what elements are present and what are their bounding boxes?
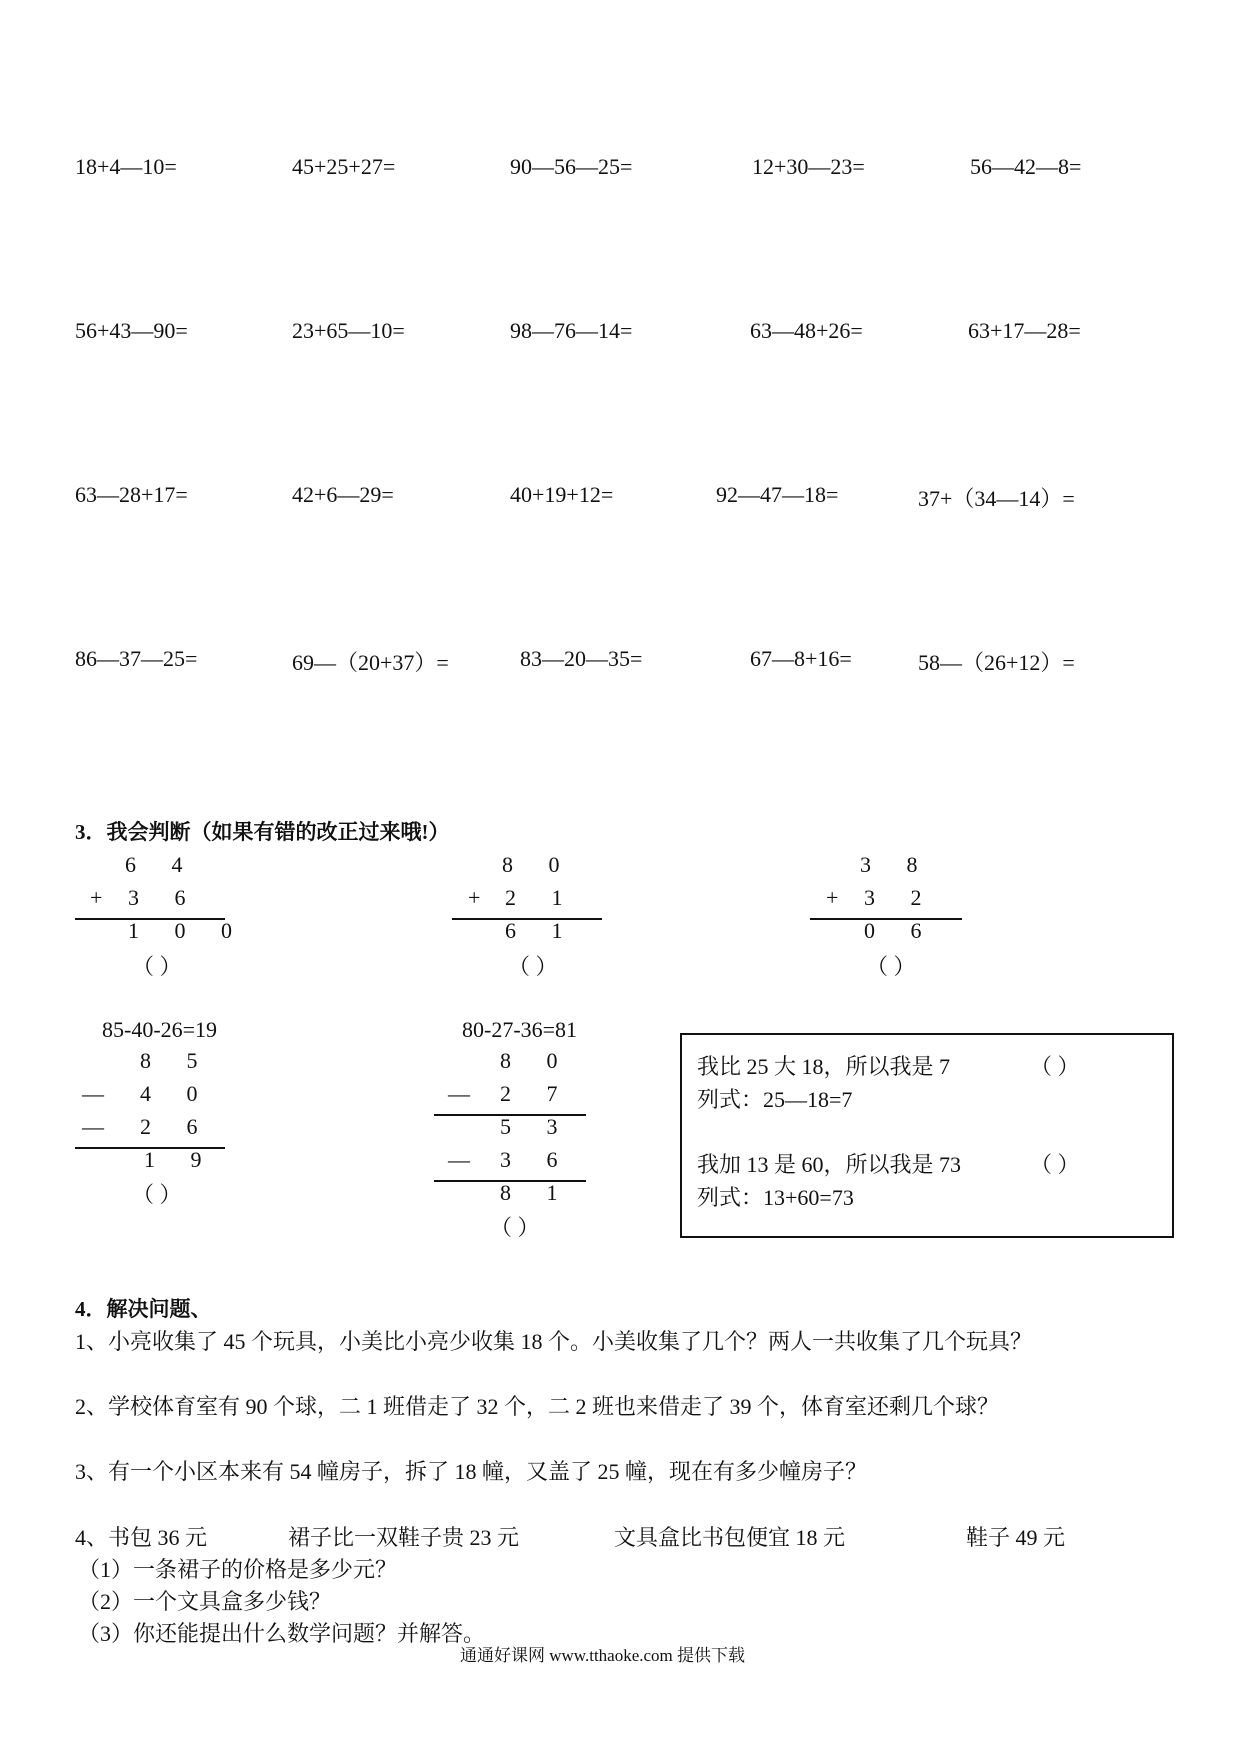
expression: 67—8+16= bbox=[750, 646, 852, 671]
operator: + bbox=[468, 885, 496, 910]
expression: 23+65—10= bbox=[292, 318, 405, 343]
expression: 90—56—25= bbox=[510, 154, 633, 179]
top-number: 8 0 bbox=[502, 852, 575, 877]
box-formula-2: 列式：13+60=73 bbox=[697, 1185, 854, 1210]
judgment-parens: （ ） bbox=[132, 954, 182, 979]
expression: 37+（34—14）= bbox=[918, 486, 1075, 511]
judgment-parens: （ ） bbox=[1030, 1054, 1080, 1079]
result-number: 0 6 bbox=[864, 918, 937, 943]
expression: 58—（26+12）= bbox=[918, 650, 1075, 675]
expression: 45+25+27= bbox=[292, 154, 396, 179]
equation: 80-27-36=81 bbox=[462, 1017, 578, 1042]
second-number: 2 1 bbox=[505, 885, 578, 910]
result-number: 1 9 bbox=[144, 1147, 217, 1172]
second-number: 3 6 bbox=[128, 885, 201, 910]
second-number: 3 2 bbox=[864, 885, 937, 910]
expression: 18+4—10= bbox=[75, 154, 177, 179]
footer-source: 通通好课网 www.tthaoke.com 提供下载 bbox=[460, 1646, 746, 1665]
problem-4-sub-3: （3）你还能提出什么数学问题？并解答。 bbox=[78, 1621, 486, 1646]
operator: + bbox=[90, 885, 118, 910]
problem-4-sub-1: （1）一条裙子的价格是多少元？ bbox=[78, 1557, 398, 1582]
mid-result: 5 3 bbox=[500, 1114, 573, 1139]
expression: 69—（20+37）= bbox=[292, 650, 449, 675]
result-number: 1 0 0 bbox=[128, 918, 247, 943]
expression: 63—48+26= bbox=[750, 318, 863, 343]
judgment-parens: （ ） bbox=[490, 1215, 540, 1240]
expression: 12+30—23= bbox=[752, 154, 865, 179]
problem-4-skirt: 裙子比一双鞋子贵 23 元 bbox=[288, 1525, 520, 1550]
judgment-parens: （ ） bbox=[1030, 1152, 1080, 1177]
operator: + bbox=[826, 885, 854, 910]
section-3-title: 3．我会判断（如果有错的改正过来哦!） bbox=[75, 820, 450, 844]
expression: 40+19+12= bbox=[510, 482, 614, 507]
expression: 56+43—90= bbox=[75, 318, 188, 343]
second-number: 4 0 bbox=[140, 1081, 213, 1106]
operator: — bbox=[448, 1081, 485, 1106]
expression: 63+17—28= bbox=[968, 318, 1081, 343]
top-number: 6 4 bbox=[125, 852, 198, 877]
judgment-parens: （ ） bbox=[866, 954, 916, 979]
expression: 56—42—8= bbox=[970, 154, 1082, 179]
expression: 63—28+17= bbox=[75, 482, 188, 507]
problem-4-backpack: 4、书包 36 元 bbox=[75, 1525, 208, 1550]
top-number: 8 5 bbox=[140, 1048, 213, 1073]
second-number: 2 7 bbox=[500, 1081, 573, 1106]
problem-3: 3、有一个小区本来有 54 幢房子，拆了 18 幢，又盖了 25 幢，现在有多少幢房子？ bbox=[75, 1459, 868, 1484]
operator: — bbox=[82, 1114, 119, 1139]
expression: 98—76—14= bbox=[510, 318, 633, 343]
operator: — bbox=[82, 1081, 119, 1106]
box-statement-1: 我比 25 大 18，所以我是 7 bbox=[697, 1054, 951, 1079]
expression: 92—47—18= bbox=[716, 482, 839, 507]
section-4-title: 4．解决问题、 bbox=[75, 1297, 212, 1321]
top-number: 8 0 bbox=[500, 1048, 573, 1073]
third-number: 3 6 bbox=[500, 1147, 573, 1172]
judgment-parens: （ ） bbox=[132, 1182, 182, 1207]
result-number: 6 1 bbox=[505, 918, 578, 943]
problem-2: 2、学校体育室有 90 个球，二 1 班借走了 32 个，二 2 班也来借走了 39 个，体育室还剩几个球？ bbox=[75, 1394, 1000, 1419]
box-formula-1: 列式：25—18=7 bbox=[697, 1087, 853, 1112]
top-number: 3 8 bbox=[860, 852, 933, 877]
box-statement-2: 我加 13 是 60，所以我是 73 bbox=[697, 1152, 962, 1177]
problem-4-shoes: 鞋子 49 元 bbox=[966, 1525, 1066, 1550]
result-number: 8 1 bbox=[500, 1180, 573, 1205]
equation: 85-40-26=19 bbox=[102, 1017, 218, 1042]
expression: 42+6—29= bbox=[292, 482, 394, 507]
problem-4-pencil-case: 文具盒比书包便宜 18 元 bbox=[614, 1525, 846, 1550]
problem-1: 1、小亮收集了 45 个玩具，小美比小亮少收集 18 个。小美收集了几个？两人一共收集了几个玩具？ bbox=[75, 1329, 1033, 1354]
operator: — bbox=[448, 1147, 485, 1172]
expression: 83—20—35= bbox=[520, 646, 643, 671]
judgment-parens: （ ） bbox=[508, 954, 558, 979]
expression: 86—37—25= bbox=[75, 646, 198, 671]
third-number: 2 6 bbox=[140, 1114, 213, 1139]
problem-4-sub-2: （2）一个文具盒多少钱？ bbox=[78, 1589, 332, 1614]
judgment-box bbox=[680, 1033, 1174, 1238]
